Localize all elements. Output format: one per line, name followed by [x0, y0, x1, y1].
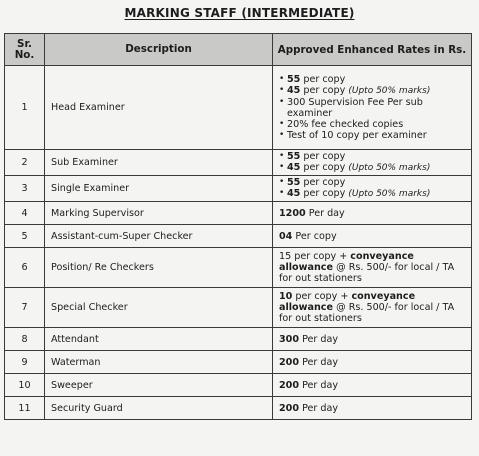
- rate-bold: 200: [279, 379, 300, 391]
- row-rate: [273, 202, 472, 225]
- row-number: 3: [5, 176, 45, 202]
- rate-bold: 200: [279, 402, 300, 414]
- row-number: 9: [5, 351, 45, 374]
- rate-bold: conveyance allowance: [279, 291, 416, 313]
- table-row: [5, 374, 472, 397]
- rate-text: Per day: [299, 356, 339, 368]
- rate-unit: 300 Supervision Fee Per sub examiner: [287, 97, 423, 119]
- rate-prefix: 15 per copy +: [279, 251, 351, 262]
- row-description: Single Examiner: [45, 176, 273, 202]
- rate-unit: Test of 10 copy per examiner: [287, 130, 427, 141]
- row-number: 2: [5, 150, 45, 176]
- rate-unit: per copy: [300, 151, 346, 162]
- rate-amount: 45: [287, 188, 301, 199]
- row-rate: [273, 176, 472, 202]
- row-description: Marking Supervisor: [45, 202, 273, 225]
- rates-table: [4, 33, 472, 420]
- rate-bullet-item: [279, 74, 467, 85]
- row-rate: [273, 248, 472, 288]
- rate-text: @ Rs. 500/- for local / TA for out stationers: [279, 262, 455, 284]
- rate-amount: 45: [287, 85, 301, 96]
- rate-bullet-item: [279, 177, 467, 188]
- row-description: Assistant-cum-Super Checker: [45, 225, 273, 248]
- rate-prefix: per copy +: [292, 291, 352, 302]
- table-row: [5, 150, 472, 176]
- document-title: [0, 6, 479, 20]
- rate-text: @ Rs. 500/- for local / TA for out stationers: [279, 302, 455, 324]
- rate-unit: per copy: [300, 188, 349, 199]
- rate-bullet-item: [279, 188, 467, 200]
- rate-text: Per day: [299, 402, 339, 414]
- rate-amount: 45: [287, 162, 301, 173]
- header-rates: Approved Enhanced Rates in Rs.: [273, 34, 472, 66]
- rate-note: (Upto 50% marks): [348, 86, 431, 96]
- row-number: 8: [5, 328, 45, 351]
- rate-bullet-item: [279, 97, 467, 119]
- rate-amount: 55: [287, 74, 301, 85]
- row-number: 5: [5, 225, 45, 248]
- row-rate: [273, 374, 472, 397]
- table-body: [5, 66, 472, 420]
- rate-bullet-item: [279, 130, 467, 141]
- rate-bold: 200: [279, 356, 300, 368]
- title-text: MARKING STAFF (INTERMEDIATE): [124, 6, 355, 20]
- table-row: [5, 66, 472, 150]
- rate-bold: 300: [279, 333, 300, 345]
- row-number: 1: [5, 66, 45, 150]
- rate-bold: 1200: [279, 207, 306, 219]
- row-description: Sub Examiner: [45, 150, 273, 176]
- table-row: [5, 328, 472, 351]
- row-description: Special Checker: [45, 288, 273, 328]
- header-sr-no: Sr. No.: [5, 34, 45, 66]
- rate-note: (Upto 50% marks): [348, 163, 431, 173]
- rate-amount: 55: [287, 151, 301, 162]
- rate-unit: per copy: [300, 85, 349, 96]
- row-description: Sweeper: [45, 374, 273, 397]
- table-row: [5, 397, 472, 420]
- rate-amount: 55: [287, 177, 301, 188]
- table-row: [5, 351, 472, 374]
- row-rate: [273, 328, 472, 351]
- rate-text: Per day: [299, 379, 339, 391]
- row-description: Head Examiner: [45, 66, 273, 150]
- rate-bullet-list: [279, 151, 467, 174]
- rate-bold: conveyance allowance: [279, 251, 414, 273]
- rate-bullet-item: [279, 151, 467, 162]
- table-header-row: [5, 34, 472, 66]
- table-row: [5, 248, 472, 288]
- row-rate: [273, 288, 472, 328]
- rate-bullet-list: [279, 177, 467, 200]
- rate-unit: per copy: [300, 177, 346, 188]
- rate-unit: 20% fee checked copies: [287, 119, 404, 130]
- row-description: Attendant: [45, 328, 273, 351]
- row-rate: [273, 66, 472, 150]
- row-rate: [273, 397, 472, 420]
- row-rate: [273, 351, 472, 374]
- row-number: 6: [5, 248, 45, 288]
- row-number: 7: [5, 288, 45, 328]
- row-description: Waterman: [45, 351, 273, 374]
- rate-amount: 10: [279, 291, 293, 302]
- row-description: Position/ Re Checkers: [45, 248, 273, 288]
- row-number: 10: [5, 374, 45, 397]
- row-rate: [273, 225, 472, 248]
- rate-unit: per copy: [300, 74, 346, 85]
- row-description: Security Guard: [45, 397, 273, 420]
- table-row: [5, 225, 472, 248]
- rate-bullet-item: [279, 85, 467, 97]
- table-row: [5, 176, 472, 202]
- header-description: Description: [45, 34, 273, 66]
- table-row: [5, 202, 472, 225]
- rate-text: Per day: [299, 333, 339, 345]
- rate-text: Per copy: [292, 230, 337, 242]
- row-number: 11: [5, 397, 45, 420]
- table-row: [5, 288, 472, 328]
- rate-bold: 04: [279, 230, 293, 242]
- rate-bullet-list: [279, 74, 467, 141]
- rate-note: (Upto 50% marks): [348, 189, 431, 199]
- rate-text: Per day: [305, 207, 345, 219]
- rate-bullet-item: [279, 119, 467, 130]
- rate-bullet-item: [279, 162, 467, 174]
- row-number: 4: [5, 202, 45, 225]
- rate-unit: per copy: [300, 162, 349, 173]
- row-rate: [273, 150, 472, 176]
